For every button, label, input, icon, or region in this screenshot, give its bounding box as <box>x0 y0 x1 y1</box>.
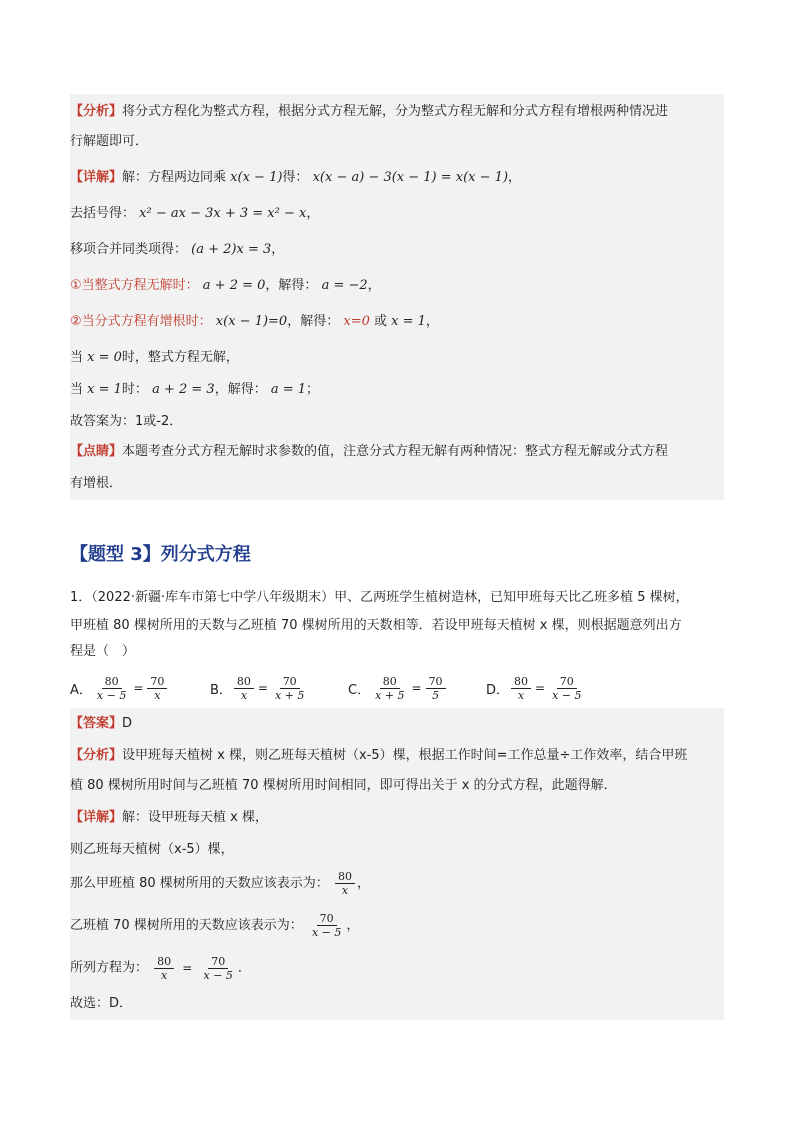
fraction: $\frac{80}{x}$ <box>154 955 174 982</box>
option-b[interactable]: B． $\frac{80}{x}$ = $\frac{70}{x + 5}$ <box>210 668 309 708</box>
bracket-line: 去括号得： x² − ax − 3x + 3 = x² − x， <box>70 206 320 221</box>
fraction: $\frac{80}{x}$ <box>234 675 254 702</box>
q-detail-line-4: 乙班植 70 棵树所用的天数应该表示为： $\frac{70}{x - 5}$ ， <box>70 912 360 939</box>
when-x1-line: 当 x = 1时： a + 2 = 3，解得： a = 1； <box>70 382 320 397</box>
q-detail-line-2: 则乙班每天植树（x-5）棵， <box>70 842 234 857</box>
detail-line: 【详解】解：方程两边同乘 x(x − 1)得： x(x − a) − 3(x − 1) = x(x − 1)， <box>70 170 522 185</box>
analysis-line-1: 【分析】将分式方程化为整式方程，根据分式方程无解，分为整式方程无解和分式方程有增根两种情况进 <box>70 104 669 119</box>
option-d[interactable]: D． $\frac{80}{x}$ = $\frac{70}{x - 5}$ <box>486 668 587 708</box>
fraction: $\frac{80}{x + 5}$ <box>375 674 405 702</box>
q-detail-line-5: 所列方程为： $\frac{80}{x}$ = $\frac{70}{x - 5}$ ． <box>70 954 251 982</box>
answer-row: 【答案】D <box>70 716 133 731</box>
q-detail-line-3: 那么甲班植 80 棵树所用的天数应该表示为： $\frac{80}{x}$ ， <box>70 870 370 897</box>
q-analysis-line-1: 【分析】设甲班每天植树 x 棵，则乙班每天植树（x-5）棵，根据工作时间=工作总量÷工作效率，结合甲班 <box>70 748 688 763</box>
q-analysis-line-2: 植 80 棵树所用时间与乙班植 70 棵树所用时间相同，即可得出关于 x 的分式方程，此题得解． <box>70 778 617 793</box>
when-x0-line: 当 x = 0时，整式方程无解， <box>70 350 239 365</box>
question-line-3: 程是（ ） <box>70 644 136 659</box>
q-detail-line-1: 【详解】解：设甲班每天植 x 棵， <box>70 810 268 825</box>
fraction: $\frac{80}{x}$ <box>511 675 531 702</box>
question-line-1: 1．（2022·新疆·库车市第七中学八年级期末）甲、乙两班学生植树造林，已知甲班每天比乙班多植 5 棵树， <box>70 590 689 605</box>
option-a[interactable]: A． $\frac{80}{x - 5}$ = $\frac{70}{x}$ <box>70 668 169 708</box>
option-c[interactable]: C． $\frac{80}{x + 5}$ = $\frac{70}{5}$ <box>348 668 448 708</box>
point-line-2: 有增根． <box>70 476 123 491</box>
fraction: $\frac{80}{x - 5}$ <box>96 674 127 702</box>
case2-line: ②当分式方程有增根时： x(x − 1)=0，解得： x=0 或 x = 1， <box>70 314 439 329</box>
fraction: $\frac{70}{x - 5}$ <box>311 912 342 939</box>
answer-line: 故答案为：1或-2． <box>70 414 183 429</box>
point-line-1: 【点睛】本题考查分式方程无解时求参数的值，注意分式方程无解有两种情况：整式方程无解或分式方程 <box>70 444 669 459</box>
question-line-2: 甲班植 80 棵树所用的天数与乙班植 70 棵树所用的天数相等．若设甲班每天植树 x 棵，则根据题意列出方 <box>70 618 682 633</box>
fraction: $\frac{70}{5}$ <box>426 675 446 702</box>
q-detail-line-6: 故选：D． <box>70 996 133 1011</box>
analysis-tag: 【分析】 <box>70 104 123 119</box>
fraction: $\frac{70}{x}$ <box>147 675 167 702</box>
section-title: 【题型 3】列分式方程 <box>70 544 251 565</box>
fraction: $\frac{80}{x}$ <box>335 870 355 897</box>
fraction: $\frac{70}{x - 5}$ <box>552 674 582 702</box>
case1-line: ①当整式方程无解时： a + 2 = 0，解得： a = −2， <box>70 278 381 293</box>
fraction: $\frac{70}{x + 5}$ <box>274 674 305 702</box>
analysis-line-2: 行解题即可． <box>70 134 149 149</box>
combine-line: 移项合并同类项得： (a + 2)x = 3， <box>70 242 285 257</box>
fraction: $\frac{70}{x - 5}$ <box>203 954 233 982</box>
